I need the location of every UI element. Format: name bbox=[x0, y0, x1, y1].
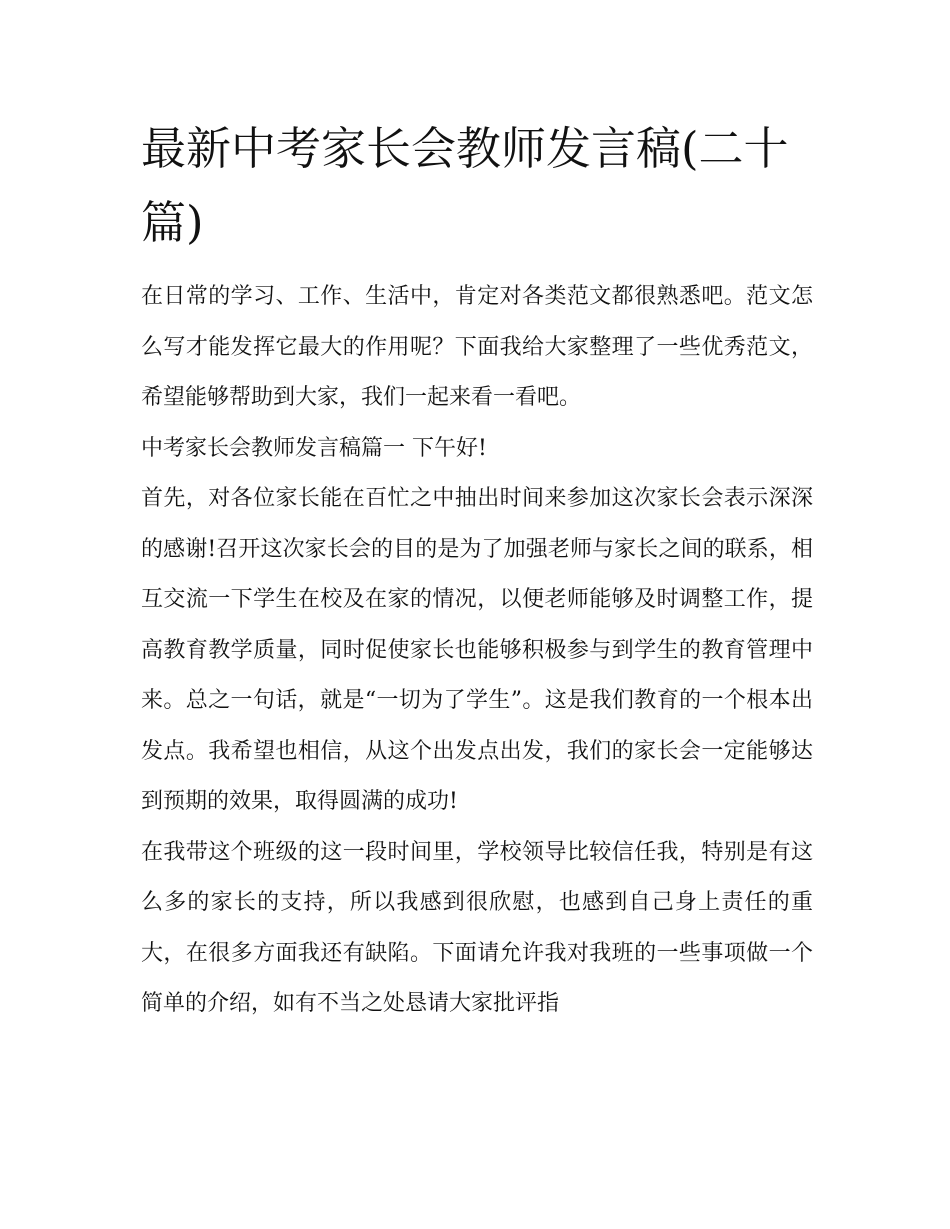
section-heading-paragraph: 中考家长会教师发言稿篇一 下午好! bbox=[141, 435, 487, 461]
intro-paragraph: 在日常的学习、工作、生活中，肯定对各类范文都很熟悉吧。范文怎么写才能发挥它最大的作用呢？下面我给大家整理了一些优秀范文，希望能够帮助到大家，我们一起来看一看吧。 bbox=[141, 284, 813, 410]
document-title: 最新中考家长会教师发言稿(二十篇) bbox=[141, 122, 789, 249]
body-paragraph: 在我带这个班级的这一段时间里，学校领导比较信任我，特别是有这么多的家长的支持，所以我感到很欣慰，也感到自己身上责任的重大，在很多方面我还有缺陷。下面请允许我对我班的一些事项做一个简单的介绍，如有不当之处恳请大家批评指 bbox=[141, 839, 813, 1016]
body-paragraph: 首先，对各位家长能在百忙之中抽出时间来参加这次家长会表示深深的感谢!召开这次家长会的目的是为了加强老师与家长之间的联系，相互交流一下学生在校及在家的情况，以便老师能够及时调整工作，提高教育教学质量，同时促使家长也能够积极参与到学生的教育管理中来。总之一句话，就是“一切为了学生”。这是我们教育的一个根本出发点。我希望也相信，从这个出发点出发，我们的家长会一定能够达到预期的效果，取得圆满的成功! bbox=[141, 486, 813, 814]
document-page bbox=[141, 112, 813, 1030]
